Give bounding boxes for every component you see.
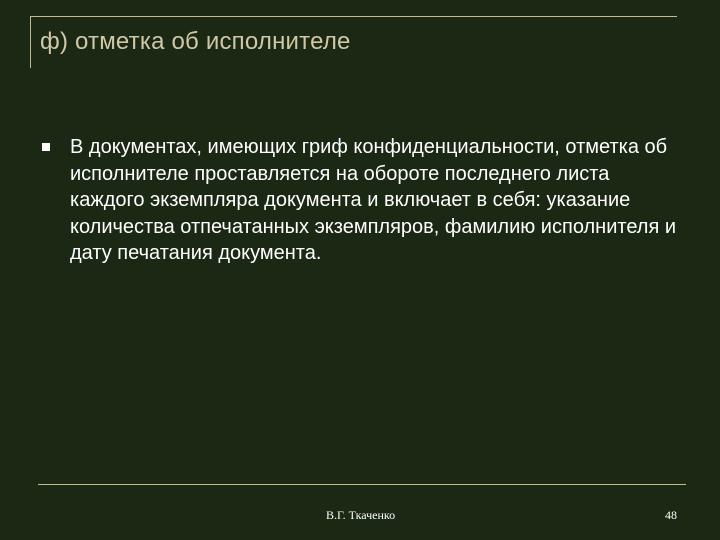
slide-title: ф) отметка об исполнителе <box>40 28 351 55</box>
footer-divider <box>38 484 686 485</box>
page-number: 48 <box>665 508 677 522</box>
title-frame-left-line <box>30 16 31 68</box>
footer-author: В.Г. Ткаченко <box>326 508 396 522</box>
square-bullet-icon <box>42 143 50 151</box>
title-frame-top-line <box>30 16 677 17</box>
bullet-text: В документах, имеющих гриф конфиденциальности, отметка об исполнителе проставляется на обороте последнего листа каждого экземпляра документа и включает в себя: указание количества отпечатанных экземпляров, фамилию исполнителя и дату печатания документа. <box>70 136 677 264</box>
